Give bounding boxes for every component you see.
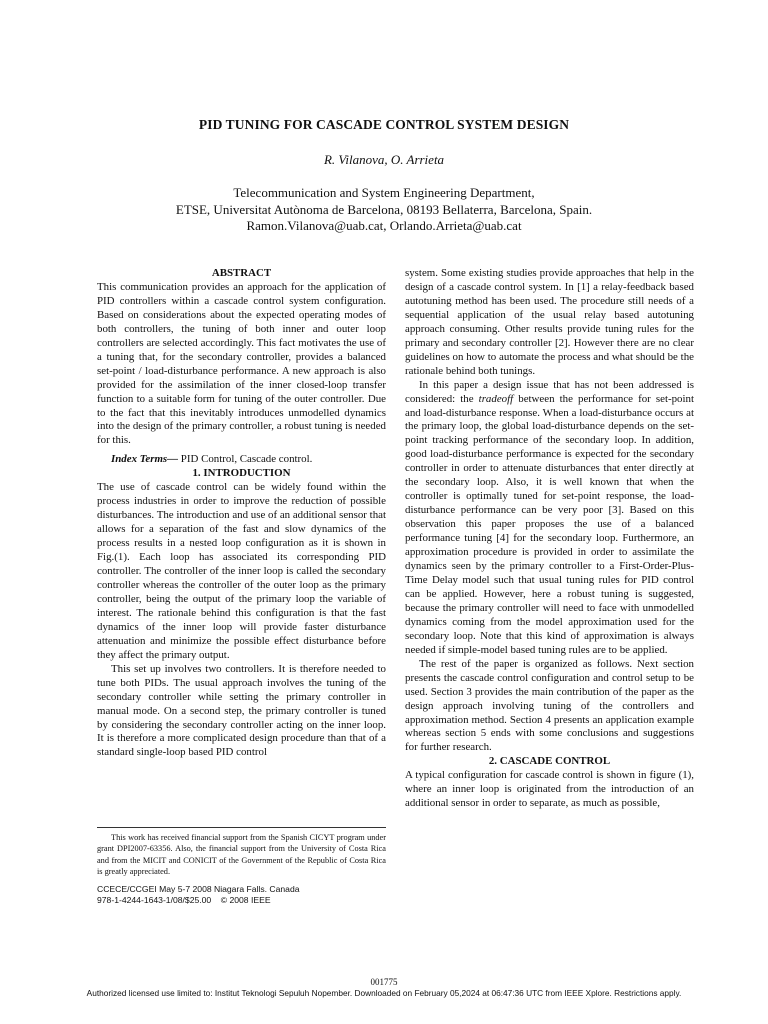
tradeoff-paragraph	[405, 379, 694, 658]
paper-title: PID TUNING FOR CASCADE CONTROL SYSTEM DESIGN	[198, 117, 570, 132]
isbn-copyright-line: 978-1-4244-1643-1/08/$25.00 © 2008 IEEE	[97, 895, 271, 905]
introduction-paragraph-1: The use of cascade control can be widely found within the process industries in order to improve the reduction of possible disturbances. The introduction and use of an additional sensor that allows for a separation of the fast and slow dynamics of the process results in a nested loop configuration as it is shown in Fig.(1). Each loop has associated its corresponding PID controller. The controller of the inner loop is called the secondary controller whereas the controller of the outer loop as the primary controller, being the output of the primary loop the variable of interest. The rationale behind this configuration is that the fast dynamics of the inner loop will provide faster disturbance attenuation and minimize the possible effect disturbance before they affect the primary output.	[97, 481, 386, 661]
funding-footnote-text: This work has received financial support from the Spanish CICYT program under grant DPI2007-63356. Also, the financial support from the University of Costa Rica and from the MICIT and CONICIT of the Government of the Republic of Costa Rica is greatly appreciated.	[97, 833, 386, 876]
cascade-control-heading: 2. CASCADE CONTROL	[488, 755, 611, 768]
abstract-text: This communication provides an approach for the application of PID controllers within a cascade control system configuration. Based on considerations about the expected operating modes of both controllers, the tuning of both inner and outer loop controllers are selected accordingly. This fact motivates the use of a tuning that, for the secondary controller, provides a balanced set-point / load-disturbance performance. A new approach is also provided for the assimilation of the inner closed-loop transfer function to a suitable form for tuning of the outer controller. Due to the fact that this inevitably introduces unmodelled dynamics into the design of the primary controller, a robust tuning is needed for this.	[97, 280, 386, 447]
tradeoff-text-before: In this paper a design issue that has not been addressed is considered: the	[405, 378, 694, 405]
introduction-paragraph-2: This set up involves two controllers. It is therefore needed to tune both PIDs. The usual approach involves the tuning of the secondary controller while setting the primary controller in manual mode. On a second step, the primary controller is tuned by considering the secondary controller acting on the inner loop. It is therefore a more complicated design procedure than that of a standard single-loop based PID control	[97, 662, 386, 759]
abstract-heading: ABSTRACT	[211, 267, 272, 279]
index-terms-text: PID Control, Cascade control.	[178, 453, 313, 466]
license-notice: Authorized licensed use limited to: Institut Teknologi Sepuluh Nopember. Downloaded on February 05,2024 at 06:47:36 UTC from IEEE Xplore. Restrictions apply.	[86, 988, 682, 998]
page-number: 001775	[370, 977, 398, 987]
tradeoff-text-after: between the performance for set-point and load-disturbance response. When a load-disturbance occurs at the primary loop, the global load-disturbance depends on the set-point tracking performance of the secondary loop. In addition, good load-disturbance performance is expected for the secondary controller in order to attenuate disturbances that enter directly at the secondary loop. Also, it is well known that when the controller is optimally tuned for set-point response, the load-disturbance performance can be very poor [3]. Based on this observation this paper proposes the use of a balanced performance tuning [4] for the secondary loop. Furthermore, an approximation procedure is provided in order to assimilate the dynamics seen by the primary controller to a First-Order-Plus-Time Delay model such that usual tuning rules for PID control can be applied. However, here a robust tuning is suggested, because the primary controller will need to face with unmodelled dynamics coming from the model approximation used for the secondary loop. Note that this kind of approximation is always needed if simple-model based tuning rules are to be applied.	[405, 392, 694, 656]
intro-continuation-paragraph: system. Some existing studies provide approaches that help in the design of a cascade control system. In [1] a relay-feedback based autotuning method has been used. The procedure still needs of a sequential application of the usual relay based autotuning approach consuming. Other results provide tuning rules for the primary and secondary controller [2]. However there are no clear guidelines on how to automate the process and what should be the rationale behind both tunings.	[405, 267, 694, 377]
introduction-heading: 1. INTRODUCTION	[192, 467, 291, 480]
funding-footnote	[97, 827, 386, 877]
left-column	[97, 267, 386, 760]
affiliation-university: ETSE, Universitat Autònoma de Barcelona, 08193 Bellaterra, Barcelona, Spain.	[175, 201, 593, 217]
tradeoff-emphasis: tradeoff	[478, 392, 514, 405]
cascade-control-paragraph: A typical configuration for cascade control is shown in figure (1), where an inner loop is originated from the introduction of an additional sensor in order to separate, as much as possible,	[405, 769, 694, 810]
index-terms-label: Index Terms—	[111, 453, 179, 466]
conference-line: CCECE/CCGEI May 5-7 2008 Niagara Falls. Canada	[97, 884, 300, 894]
paper-authors: R. Vilanova, O. Arrieta	[323, 152, 445, 167]
index-terms	[97, 453, 386, 467]
organization-paragraph: The rest of the paper is organized as follows. Next section presents the cascade control configuration and control setup to be used. Section 3 provides the main contribution of the paper as the design approach involving tuning of the controllers and approximation method. Section 4 presents an application example whereas section 5 ends with some conclusions and suggestions for further research.	[405, 657, 694, 754]
affiliation-emails: Ramon.Vilanova@uab.cat, Orlando.Arrieta@uab.cat	[246, 218, 522, 233]
right-column	[405, 267, 694, 811]
affiliation-department: Telecommunication and System Engineering Department,	[233, 185, 535, 200]
conference-info	[97, 884, 387, 906]
affiliation-block	[0, 185, 768, 235]
